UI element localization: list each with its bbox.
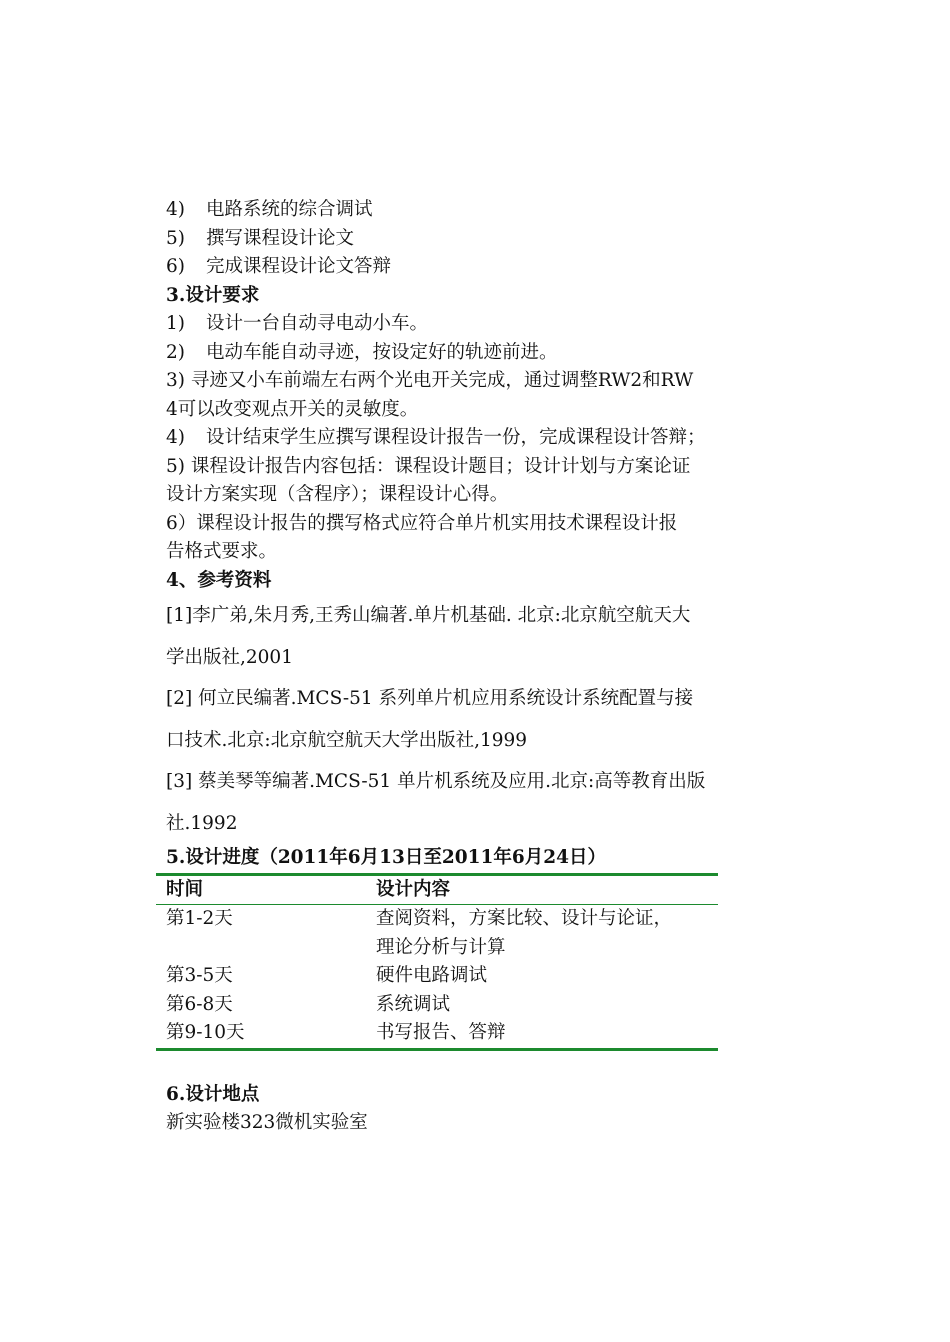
content-cell: 硬件电路调试 xyxy=(376,965,488,986)
requirement-text: 设计一台自动寻电动小车。 xyxy=(206,313,429,334)
time-cell: 第9-10天 xyxy=(156,1019,366,1049)
requirement-number: 2) xyxy=(166,341,185,363)
content-line: 查阅资料，方案比较、设计与论证， xyxy=(376,908,673,929)
table-row xyxy=(156,905,718,963)
task-text: 撰写课程设计论文 xyxy=(206,227,355,249)
task-item-4 xyxy=(166,196,790,225)
time-cell: 第6-8天 xyxy=(166,993,233,1015)
time-cell: 第3-5天 xyxy=(166,965,233,986)
location-text: 新实验楼323微机实验室 xyxy=(166,1112,368,1133)
requirement-item-5-line-2: 设计方案实现（含程序）；课程设计心得。 xyxy=(166,484,509,505)
requirement-item-1 xyxy=(166,310,790,339)
requirement-number: 4) xyxy=(166,427,185,448)
spacer xyxy=(166,1051,790,1081)
task-number: 4) xyxy=(166,199,185,220)
schedule-table xyxy=(156,873,718,1051)
requirement-text: 设计结束学生应撰写课程设计报告一份，完成课程设计答辩； xyxy=(206,427,706,448)
content-cell: 书写报告、答辩 xyxy=(366,1019,718,1049)
requirement-item-3-line-2: 4可以改变观点开关的灵敏度。 xyxy=(166,398,419,420)
table-row xyxy=(156,991,718,1020)
task-number: 5) xyxy=(166,227,185,249)
task-number: 6) xyxy=(166,256,185,277)
requirement-item-2 xyxy=(166,339,790,368)
reference-line: 口技术.北京:北京航空航天大学出版社,1999 xyxy=(166,729,528,751)
content-cell: 系统调试 xyxy=(376,993,451,1015)
column-header-time: 时间 xyxy=(156,874,366,905)
content-cell xyxy=(366,905,718,963)
table-header-row xyxy=(156,874,718,905)
task-item-6 xyxy=(166,253,790,282)
requirement-item-6-line-1: 6）课程设计报告的撰写格式应符合单片机实用技术课程设计报 xyxy=(166,512,678,534)
requirement-item-4 xyxy=(166,424,790,453)
reference-line: [2] 何立民编著.MCS-51 系列单片机应用系统设计系统配置与接 xyxy=(166,688,694,709)
schedule-heading: 5.设计进度（2011年6月13日至2011年6月24日） xyxy=(166,847,607,868)
content-line: 理论分析与计算 xyxy=(376,936,506,958)
location-heading: 6.设计地点 xyxy=(166,1083,260,1105)
requirements-heading: 3.设计要求 xyxy=(166,284,260,306)
table-row xyxy=(156,1019,718,1049)
page-content xyxy=(166,196,790,1138)
references-heading: 4、参考资料 xyxy=(166,569,272,591)
task-item-5 xyxy=(166,225,790,254)
reference-line: [3] 蔡美琴等编著.MCS-51 单片机系统及应用.北京:高等教育出版 xyxy=(166,771,706,792)
requirement-item-3-line-1: 3) 寻迹又小车前端左右两个光电开关完成，通过调整RW2和RW xyxy=(166,370,694,391)
reference-line: [1]李广弟,朱月秀,王秀山编著.单片机基础. 北京:北京航空航天大 xyxy=(166,605,691,626)
reference-line: 社.1992 xyxy=(166,812,238,834)
requirement-item-5-line-1: 5) 课程设计报告内容包括：课程设计题目；设计计划与方案论证 xyxy=(166,455,691,477)
task-text: 完成课程设计论文答辩 xyxy=(206,256,392,277)
reference-line: 学出版社,2001 xyxy=(166,646,293,668)
requirement-item-6-line-2: 告格式要求。 xyxy=(166,541,278,562)
table-row xyxy=(156,962,718,991)
task-text: 电路系统的综合调试 xyxy=(206,199,373,220)
time-cell: 第1-2天 xyxy=(166,908,233,929)
column-header-content: 设计内容 xyxy=(366,874,718,905)
requirement-number: 1) xyxy=(166,313,185,334)
requirement-text: 电动车能自动寻迹，按设定好的轨迹前进。 xyxy=(206,341,558,363)
